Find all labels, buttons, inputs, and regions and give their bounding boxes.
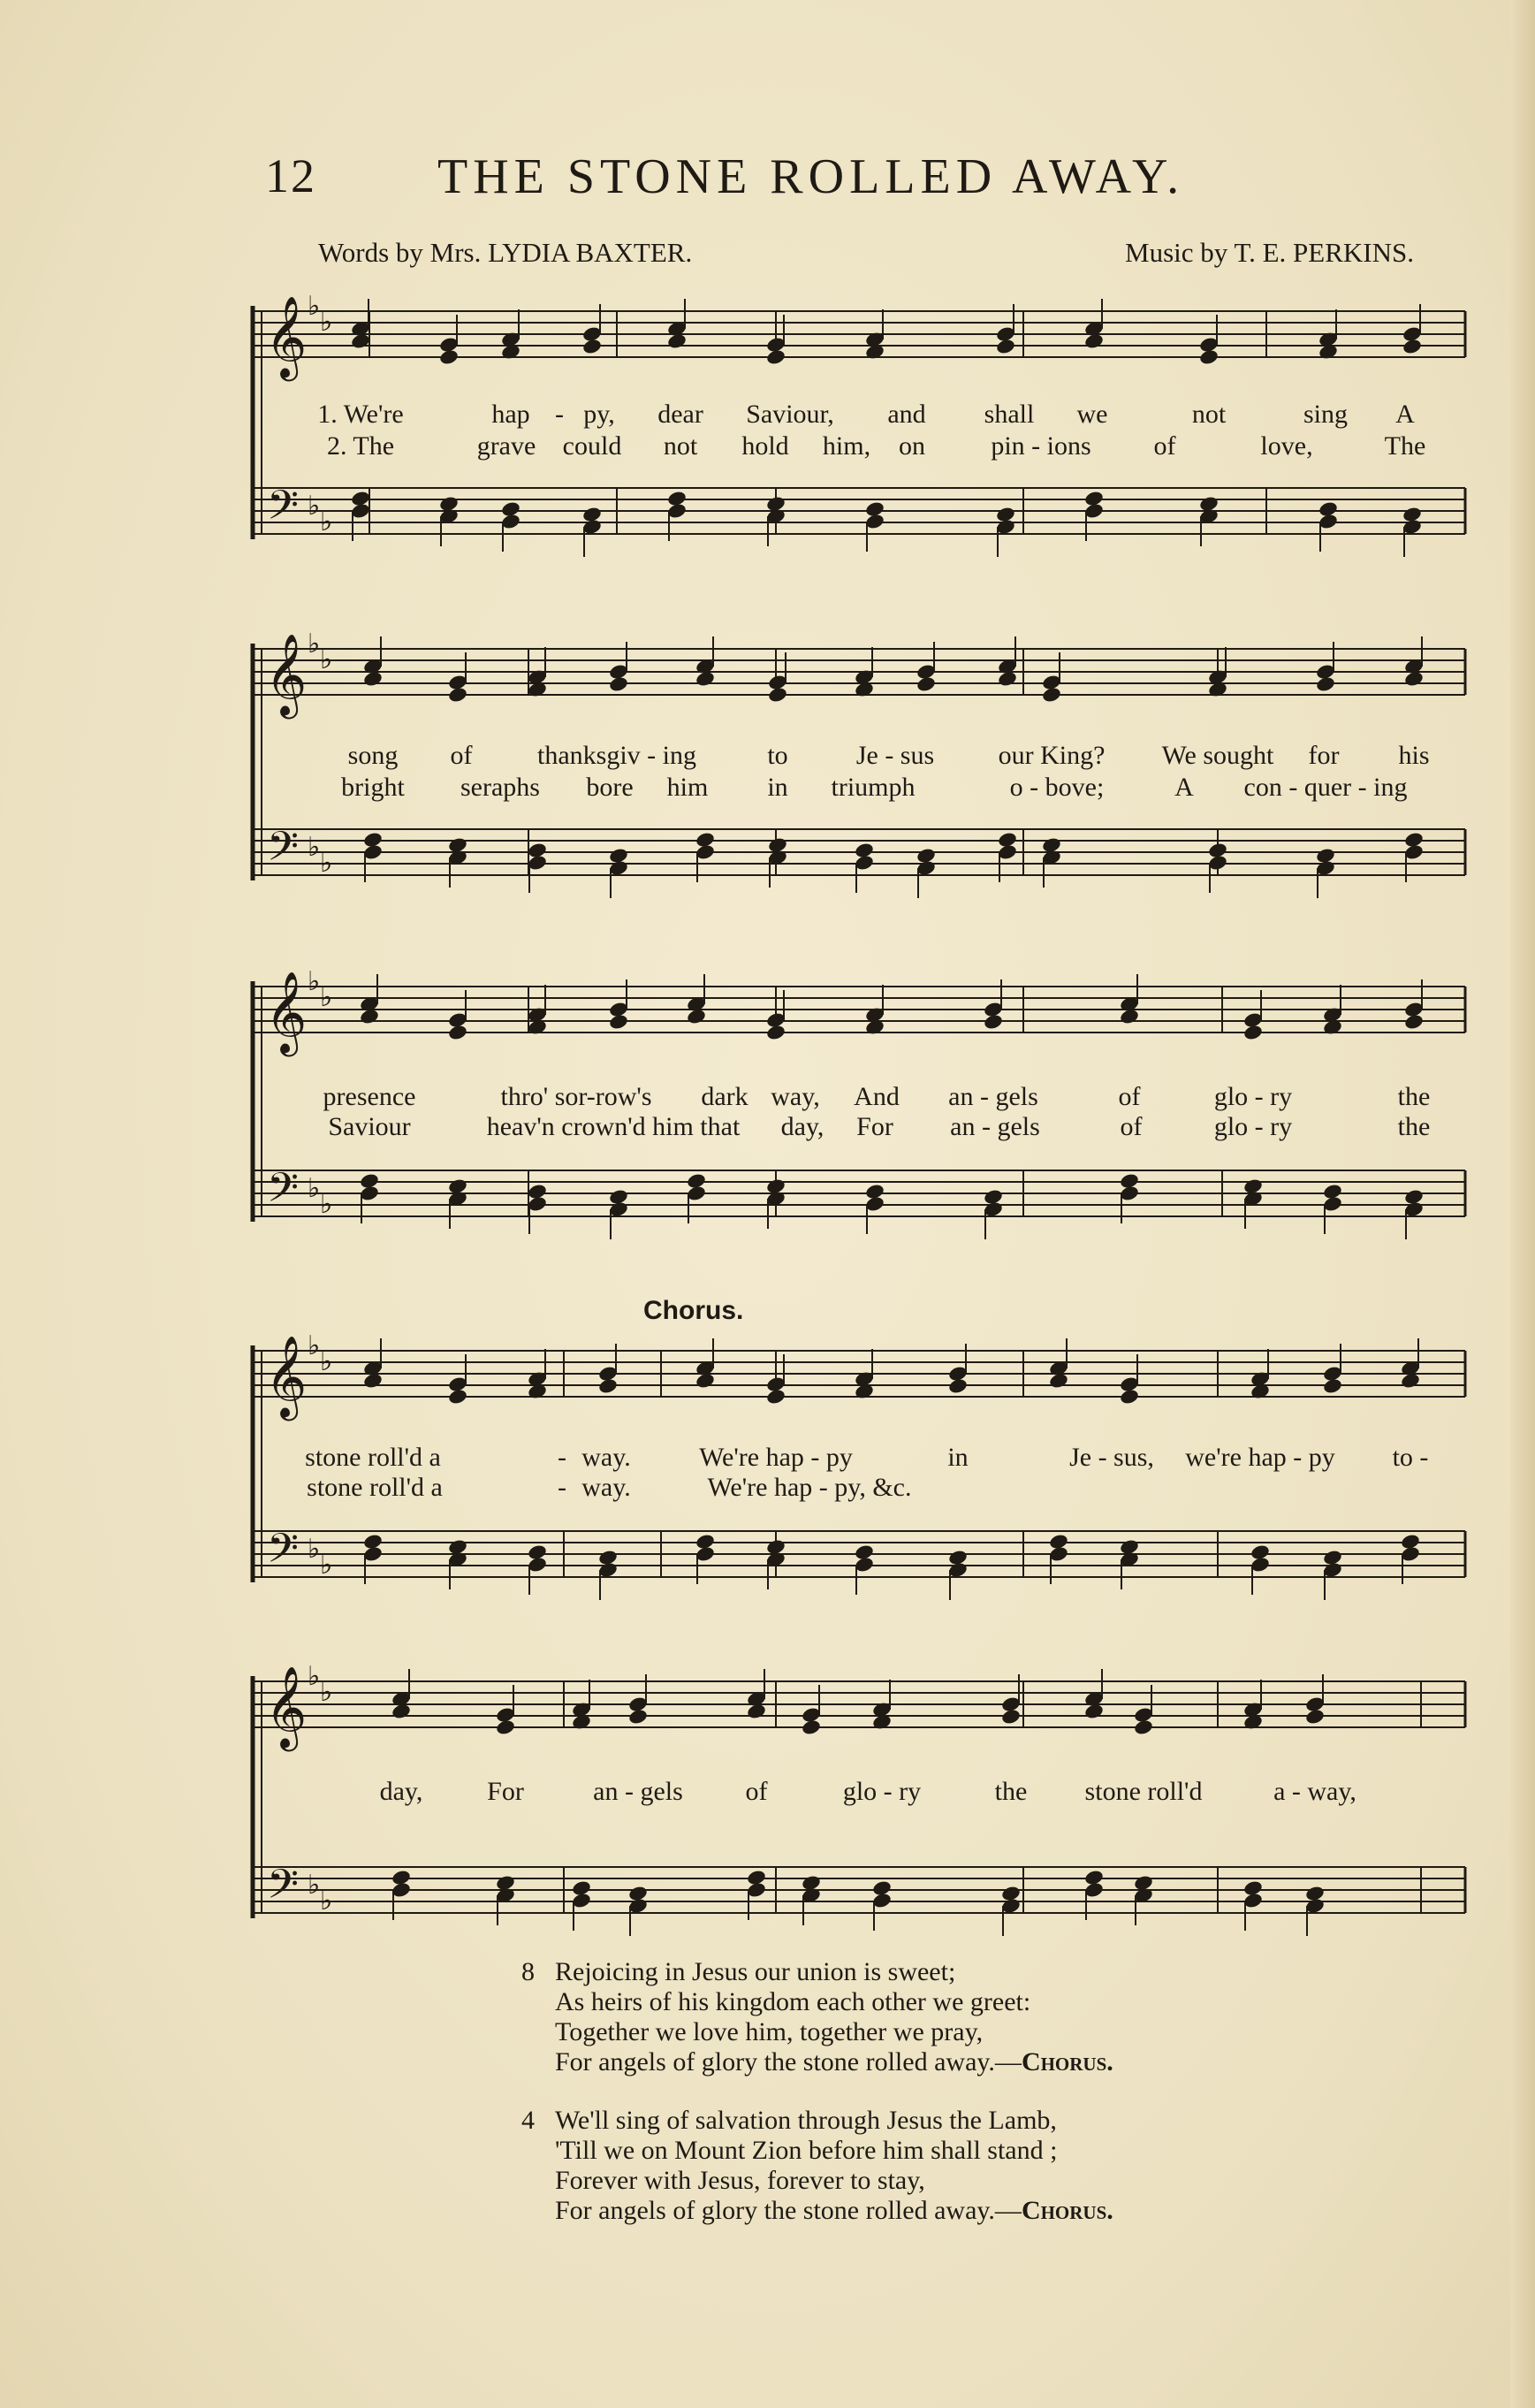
lyric-syllable: his: [1398, 741, 1430, 770]
verse-line: 'Till we on Mount Zion before him shall stand ;: [555, 2136, 1058, 2165]
lyric-syllable: A: [1395, 400, 1415, 429]
treble-clef: 𝄞: [265, 1665, 308, 1748]
lyric-syllable: For: [487, 1777, 524, 1806]
flat-icon: ♭: [320, 308, 333, 337]
treble-note: [447, 686, 468, 704]
lyric-syllable: in: [767, 773, 788, 802]
treble-note: [495, 1718, 516, 1736]
lyric-syllable: We're hap - py: [699, 1443, 853, 1472]
lyric-syllable: Saviour: [328, 1112, 411, 1141]
treble-note: [916, 675, 937, 693]
treble-note: [666, 332, 688, 350]
lyric-syllable: song: [347, 741, 399, 770]
treble-note: [1402, 338, 1423, 355]
lyric-syllable: -: [558, 1473, 566, 1502]
lyric-syllable: an - gels: [948, 1082, 1038, 1111]
verse-4: [521, 2106, 1317, 2226]
treble-note: [1041, 686, 1062, 704]
lyric-syllable: way,: [771, 1082, 820, 1111]
music-system-1: [246, 292, 1476, 575]
treble-note: [801, 1718, 822, 1736]
treble-note: [765, 348, 786, 366]
lyric-syllable: the: [1397, 1112, 1431, 1141]
lyric-syllable: And: [854, 1082, 900, 1111]
lyric-syllable: on: [899, 431, 925, 461]
bass-clef: 𝄢: [267, 482, 300, 539]
verse-number: 8: [521, 1957, 535, 1986]
lyric-line-verse-1: [246, 741, 1476, 773]
song-title: THE STONE ROLLED AWAY.: [437, 149, 1185, 204]
treble-note: [1315, 675, 1336, 693]
page-number: 12: [265, 149, 316, 202]
lyric-syllable: hap: [491, 400, 530, 429]
lyric-syllable: glo - ry: [1213, 1112, 1293, 1141]
flat-icon: ♭: [320, 983, 333, 1012]
treble-note: [995, 338, 1016, 355]
lyric-syllable: stone roll'd a: [307, 1473, 443, 1502]
verse-number: 4: [521, 2106, 535, 2135]
lyric-syllable: to -: [1392, 1443, 1429, 1472]
verse-line: As heirs of his kingdom each other we greet:: [555, 1987, 1031, 2016]
music-system-4: [246, 1331, 1476, 1614]
lyric-syllable: bright: [341, 773, 405, 802]
lyric-syllable: of: [745, 1777, 768, 1806]
treble-note: [1048, 1372, 1069, 1390]
treble-note: [391, 1703, 412, 1720]
treble-note: [746, 1703, 767, 1720]
page-header: [265, 149, 1308, 210]
verse-line-text: For angels of glory the stone rolled away.—: [555, 2196, 1022, 2225]
lyric-line-verse-1: [246, 1443, 1476, 1475]
treble-note: [1304, 1708, 1326, 1726]
lyric-syllable: him: [666, 773, 709, 802]
lyric-syllable: -: [555, 400, 564, 429]
page-edge: [1510, 0, 1535, 2408]
treble-note: [1083, 1703, 1105, 1720]
treble-note: [359, 1008, 380, 1025]
lyric-syllable: glo - ry: [842, 1777, 922, 1806]
treble-note: [695, 1372, 716, 1390]
flat-icon: ♭: [320, 1678, 333, 1707]
treble-note: [695, 670, 716, 688]
treble-note: [362, 1372, 384, 1390]
flat-icon: ♭: [320, 1551, 333, 1580]
lyric-syllable: 1. We're: [317, 400, 404, 429]
verse-line-last: [521, 2196, 1317, 2226]
flat-icon: ♭: [320, 645, 333, 674]
chorus-reference: Chorus.: [1021, 2047, 1113, 2077]
chorus-reference: Chorus.: [1021, 2196, 1113, 2225]
lyric-syllable: could: [562, 431, 622, 461]
lyric-syllable: A: [1174, 773, 1194, 802]
lyric-syllable: 2. The: [326, 431, 395, 461]
treble-note: [997, 670, 1018, 688]
treble-clef: 𝄞: [265, 633, 308, 715]
treble-note: [1133, 1718, 1154, 1736]
flat-icon: ♭: [320, 507, 333, 537]
lyric-syllable: day,: [379, 1777, 423, 1806]
lyric-syllable: not: [663, 431, 698, 461]
music-credit: Music by T. E. PERKINS.: [1125, 237, 1414, 268]
lyric-syllable: -: [558, 1443, 566, 1472]
lyric-syllable: grave: [476, 431, 536, 461]
lyric-syllable: Saviour,: [746, 400, 834, 429]
treble-note: [686, 1008, 707, 1025]
treble-clef: 𝄞: [265, 295, 308, 377]
flat-icon: ♭: [308, 1174, 321, 1203]
treble-note: [447, 1024, 468, 1041]
lyric-syllable: we're hap - py: [1185, 1443, 1335, 1472]
lyric-syllable: not: [1191, 400, 1227, 429]
flat-icon: ♭: [308, 967, 321, 996]
flat-icon: ♭: [320, 1190, 333, 1219]
lyric-syllable: for: [1308, 741, 1340, 770]
lyric-line-verse-2: [246, 1112, 1476, 1144]
flat-icon: ♭: [308, 1871, 321, 1900]
flat-icon: ♭: [320, 1886, 333, 1916]
verse-line-text: For angels of glory the stone rolled away.—: [555, 2047, 1022, 2077]
lyric-syllable: hold: [741, 431, 789, 461]
music-system-3: [246, 967, 1476, 1250]
lyric-syllable: We sought: [1161, 741, 1274, 770]
treble-note: [983, 1013, 1004, 1031]
lyric-syllable: of: [450, 741, 473, 770]
lyric-syllable: seraphs: [460, 773, 540, 802]
lyric-line-verse-2: [246, 1473, 1476, 1505]
treble-note: [767, 686, 788, 704]
treble-note: [608, 675, 629, 693]
flat-icon: ♭: [308, 1331, 321, 1360]
treble-note: [581, 338, 603, 355]
verse-line: Rejoicing in Jesus our union is sweet;: [555, 1957, 956, 1986]
lyric-syllable: thro' sor-row's: [500, 1082, 652, 1111]
lyric-syllable: triumph: [831, 773, 916, 802]
lyric-syllable: of: [1120, 1112, 1143, 1141]
lyric-syllable: the: [994, 1777, 1028, 1806]
lyric-syllable: to: [767, 741, 788, 770]
lyric-syllable: glo - ry: [1213, 1082, 1293, 1111]
lyric-syllable: dark: [701, 1082, 749, 1111]
flat-icon: ♭: [308, 492, 321, 521]
verse-line: We'll sing of salvation through Jesus the Lamb,: [555, 2106, 1057, 2135]
lyric-syllable: him,: [822, 431, 871, 461]
treble-clef: 𝄞: [265, 1335, 308, 1417]
lyric-syllable: shall: [984, 400, 1035, 429]
lyric-syllable: in: [947, 1443, 969, 1472]
bass-clef: 𝄢: [267, 1164, 300, 1222]
treble-note: [947, 1377, 969, 1395]
bass-clef: 𝄢: [267, 823, 300, 880]
lyric-syllable: sing: [1303, 400, 1349, 429]
treble-note: [350, 332, 371, 350]
lyric-syllable: Je - sus: [855, 741, 935, 770]
music-system-2: [246, 629, 1476, 912]
treble-note: [1242, 1024, 1264, 1041]
flat-icon: ♭: [308, 1662, 321, 1691]
lyric-syllable: we: [1076, 400, 1108, 429]
bass-clef: 𝄢: [267, 1525, 300, 1582]
lyric-syllable: pin - ions: [991, 431, 1091, 461]
lyric-syllable: and: [887, 400, 926, 429]
bass-clef: 𝄢: [267, 1861, 300, 1918]
lyric-line-verse-2: [246, 773, 1476, 804]
lyric-line-verse-1: [246, 1777, 1476, 1809]
additional-verses: [521, 1957, 1317, 2254]
lyric-syllable: love,: [1260, 431, 1313, 461]
verse-line-last: [521, 2047, 1317, 2077]
music-system-5: [246, 1662, 1476, 1927]
treble-note: [627, 1708, 649, 1726]
lyric-syllable: presence: [323, 1082, 416, 1111]
treble-note: [765, 1024, 786, 1041]
lyric-syllable: py,: [583, 400, 615, 429]
treble-note: [1403, 670, 1425, 688]
flat-icon: ♭: [308, 292, 321, 321]
lyric-syllable: of: [1118, 1082, 1141, 1111]
verse-line: Together we love him, together we pray,: [555, 2017, 984, 2046]
flat-icon: ♭: [308, 629, 321, 659]
lyric-syllable: day,: [780, 1112, 824, 1141]
treble-note: [608, 1013, 629, 1031]
lyric-syllable: We're hap - py, &c.: [707, 1473, 912, 1502]
treble-note: [1403, 1013, 1425, 1031]
lyric-syllable: way.: [581, 1473, 631, 1502]
treble-note: [1119, 1388, 1140, 1406]
lyric-syllable: of: [1153, 431, 1176, 461]
treble-note: [1000, 1708, 1022, 1726]
treble-note: [1083, 332, 1105, 350]
credits: [318, 237, 1414, 272]
lyric-syllable: Je - sus,: [1069, 1443, 1154, 1472]
lyric-line-verse-1: [246, 400, 1476, 431]
lyric-syllable: stone roll'd a: [305, 1443, 441, 1472]
treble-note: [597, 1377, 619, 1395]
lyric-syllable: a - way,: [1273, 1777, 1356, 1806]
flat-icon: ♭: [308, 833, 321, 862]
treble-note: [438, 348, 460, 366]
lyric-line-verse-2: [246, 431, 1476, 463]
chorus-label: Chorus.: [643, 1296, 744, 1325]
treble-clef: 𝄞: [265, 971, 308, 1053]
flat-icon: ♭: [320, 849, 333, 878]
treble-note: [765, 1388, 786, 1406]
lyric-syllable: o - bove;: [1009, 773, 1105, 802]
lyric-syllable: way.: [581, 1443, 631, 1472]
lyric-syllable: dear: [657, 400, 703, 429]
lyric-syllable: bore: [586, 773, 634, 802]
verse-line: Forever with Jesus, forever to stay,: [555, 2166, 925, 2195]
lyric-syllable: heav'n crown'd him that: [486, 1112, 741, 1141]
lyric-syllable: The: [1384, 431, 1426, 461]
lyric-syllable: con - quer - ing: [1243, 773, 1408, 802]
lyric-syllable: thanksgiv - ing: [537, 741, 696, 770]
treble-note: [1119, 1008, 1140, 1025]
verse-3: [521, 1957, 1317, 2077]
words-credit: Words by Mrs. LYDIA BAXTER.: [318, 237, 693, 268]
lyric-syllable: For: [856, 1112, 893, 1141]
lyric-syllable: our King?: [998, 741, 1106, 770]
treble-note: [1322, 1377, 1343, 1395]
lyric-syllable: stone roll'd: [1084, 1777, 1203, 1806]
flat-icon: ♭: [308, 1535, 321, 1564]
treble-note: [1400, 1372, 1421, 1390]
treble-note: [362, 670, 384, 688]
flat-icon: ♭: [320, 1347, 333, 1376]
treble-note: [447, 1388, 468, 1406]
lyric-syllable: the: [1397, 1082, 1431, 1111]
lyric-line-verse-1: [246, 1082, 1476, 1114]
lyric-syllable: an - gels: [950, 1112, 1040, 1141]
treble-note: [1198, 348, 1220, 366]
lyric-syllable: an - gels: [593, 1777, 683, 1806]
